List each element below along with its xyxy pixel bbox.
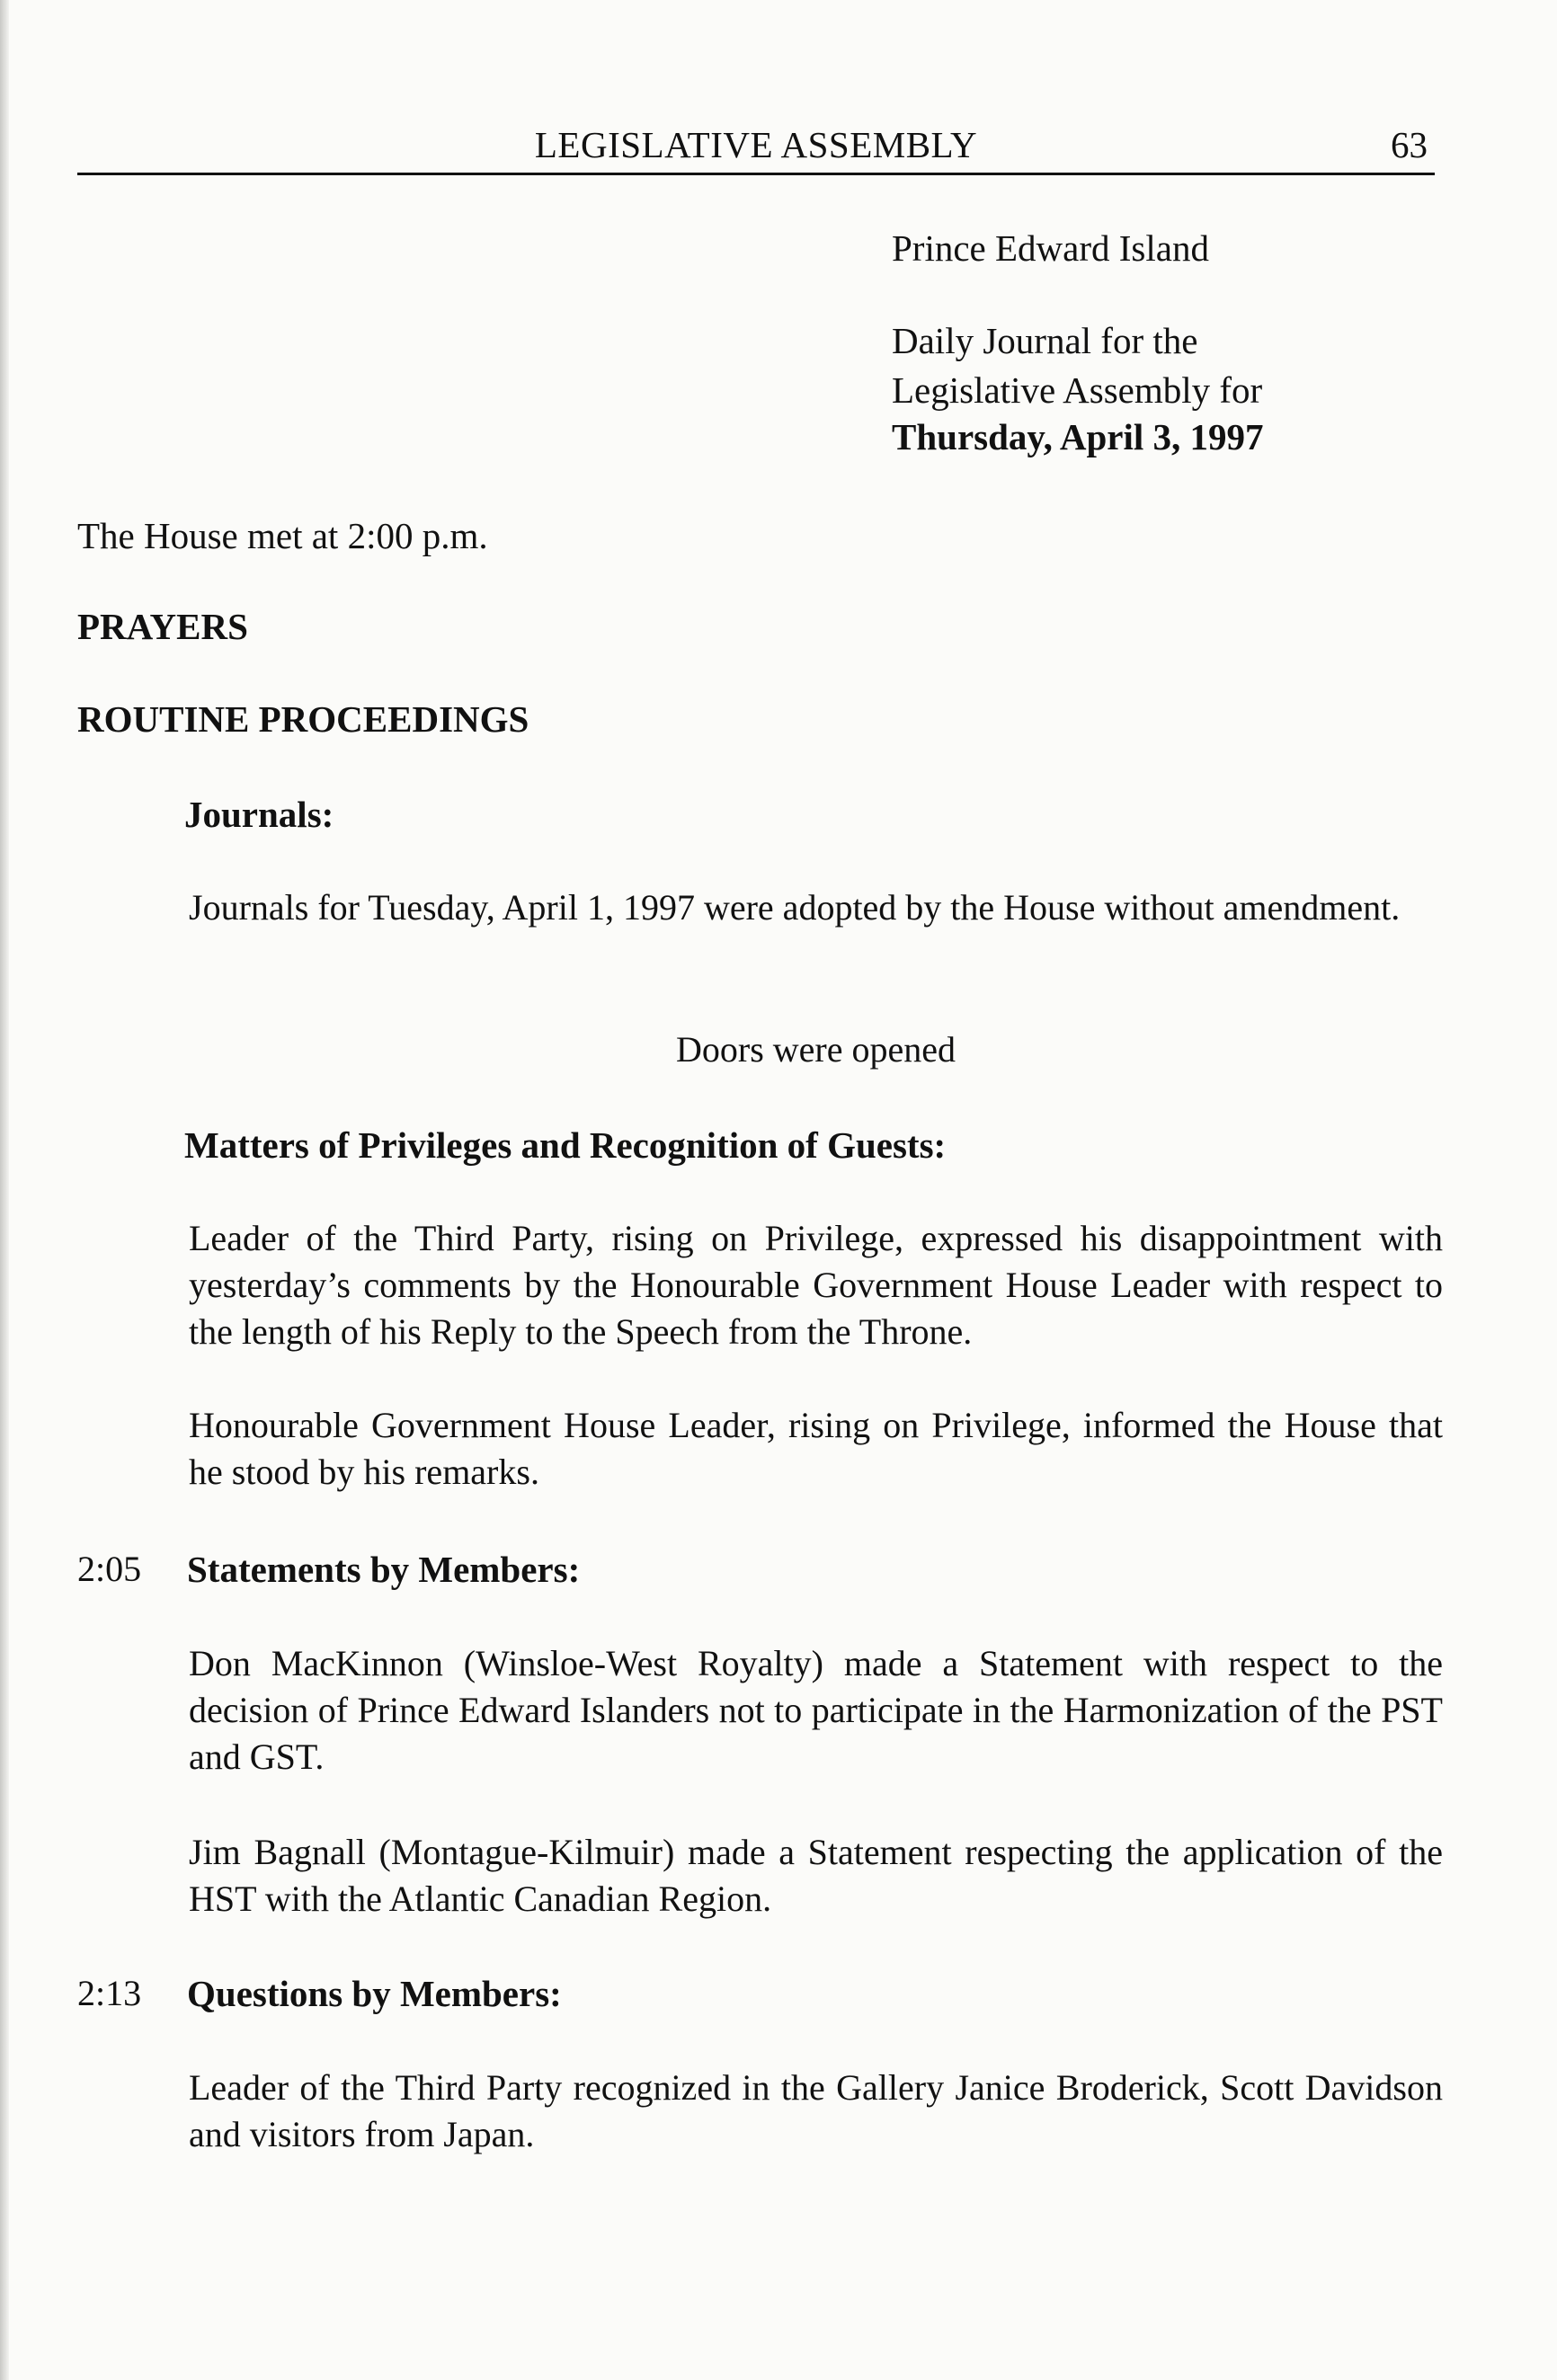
- privileges-paragraph-2: Honourable Government House Leader, rising on Privilege, informed the House that he stood by his remarks.: [189, 1405, 1443, 1492]
- doors-opened-text: Doors were opened: [676, 1029, 956, 1070]
- statements-paragraph-2: Jim Bagnall (Montague-Kilmuir) made a Statement respecting the application of the HST with the Atlantic Canadian Region.: [189, 1832, 1443, 1919]
- statements-heading: Statements by Members:: [187, 1549, 581, 1590]
- journals-heading: Journals:: [184, 794, 334, 835]
- page-edge: [0, 0, 9, 2380]
- privileges-paragraph-1: Leader of the Third Party, rising on Privilege, expressed his disappointment with yesterday’s comments by the Honourable Government House Leader with respect to the length of his Reply to the Speech from the Throne.: [189, 1218, 1443, 1352]
- prayers-heading: PRAYERS: [77, 606, 248, 647]
- questions-paragraph-1: Leader of the Third Party recognized in the Gallery Janice Broderick, Scott Davidson and visitors from Japan.: [189, 2067, 1443, 2154]
- province-name: Prince Edward Island: [892, 227, 1209, 269]
- header-title: LEGISLATIVE ASSEMBLY: [534, 124, 978, 165]
- routine-proceedings-heading: ROUTINE PROCEEDINGS: [77, 698, 529, 740]
- privileges-heading: Matters of Privileges and Recognition of Guests:: [184, 1124, 947, 1166]
- page-header: [77, 121, 1435, 175]
- statements-time: 2:05: [77, 1549, 142, 1589]
- journal-line-1: Daily Journal for the: [892, 320, 1198, 361]
- page-number: 63: [1391, 124, 1428, 165]
- journal-date: Thursday, April 3, 1997: [892, 416, 1264, 457]
- house-met-text: The House met at 2:00 p.m.: [77, 515, 488, 556]
- statements-paragraph-1: Don MacKinnon (Winsloe-West Royalty) made a Statement with respect to the decision of Prince Edward Islanders not to participate in the Harmonization of the PST and GST.: [189, 1643, 1443, 1777]
- journals-text: Journals for Tuesday, April 1, 1997 were adopted by the House without amendment.: [189, 887, 1401, 928]
- questions-heading: Questions by Members:: [187, 1973, 562, 2014]
- journal-line-2: Legislative Assembly for: [892, 369, 1263, 411]
- questions-time: 2:13: [77, 1973, 142, 2013]
